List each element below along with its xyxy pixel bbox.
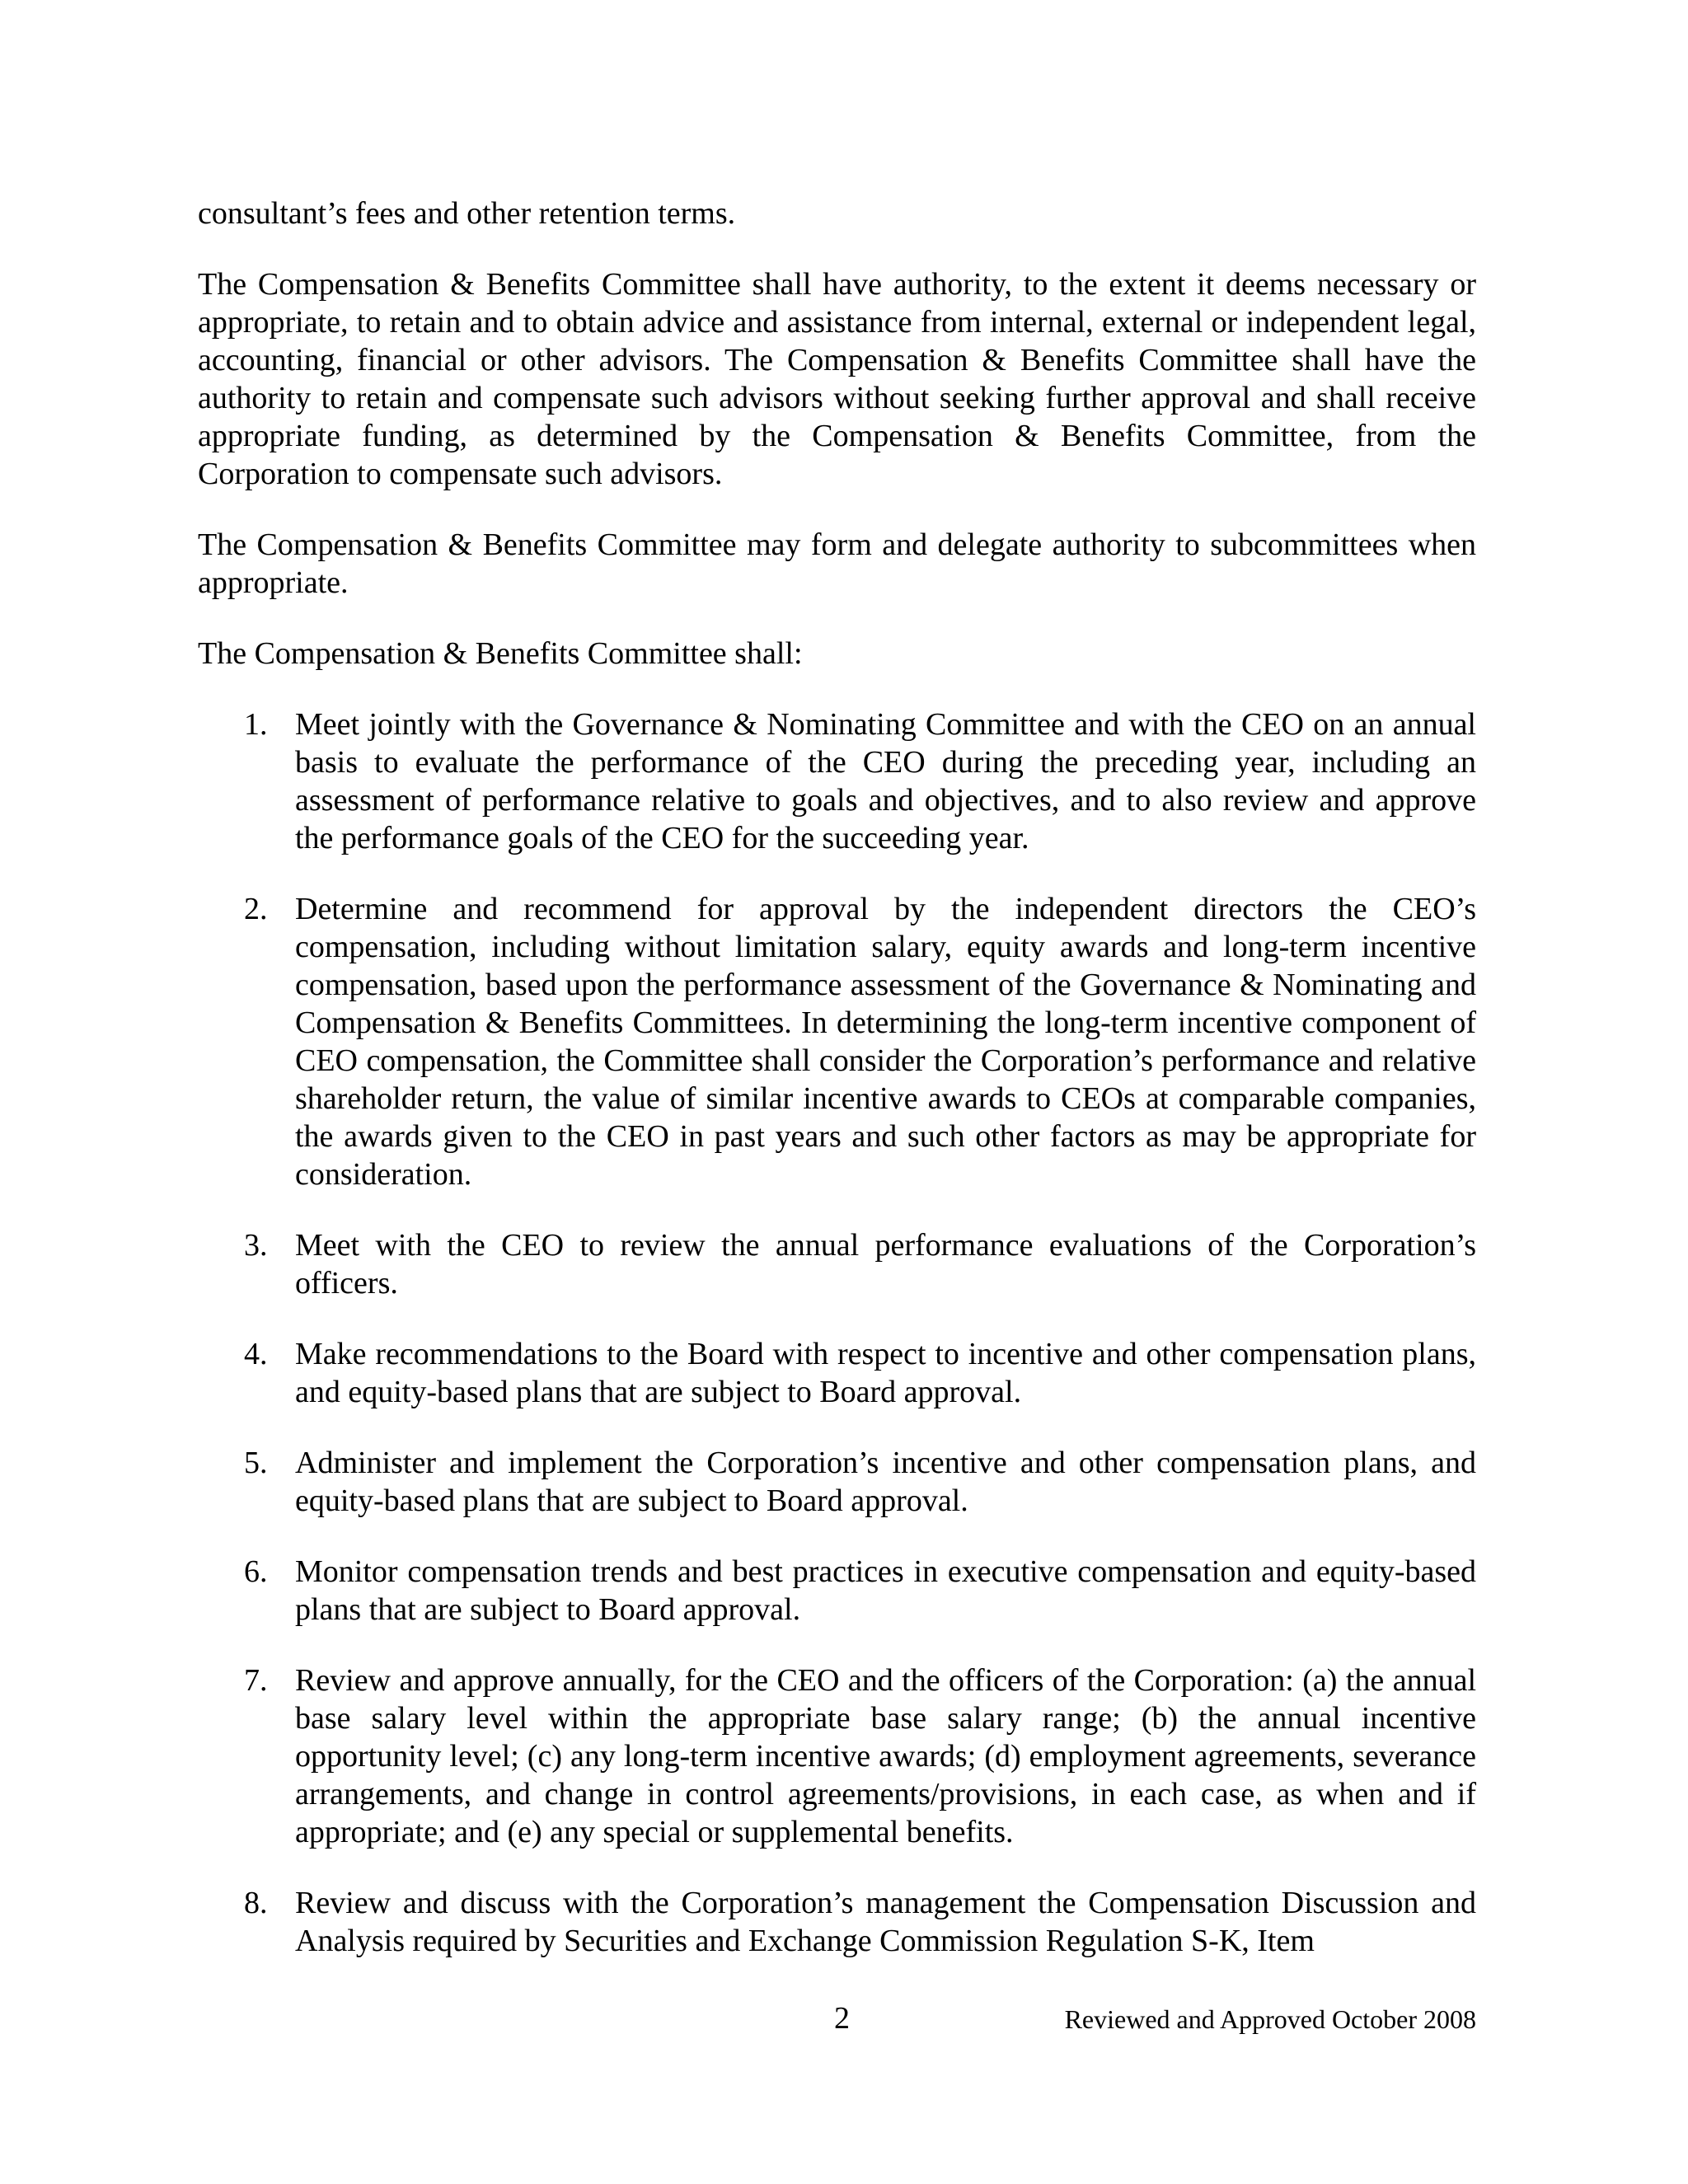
list-item <box>198 1444 1476 1520</box>
list-item-number: 5. <box>244 1446 268 1480</box>
list-item <box>198 1335 1476 1411</box>
list-item-text: Review and approve annually, for the CEO and the officers of the Corporation: (a) the annual base salary level within the appropriate base salary range; (b) the annual incentive opportunity level; (c) any long-term incentive awards; (d) employment agreements, severance arrangements, and change in control agreements/provisions, in each case, as when and if appropriate; and (e) any special or supplemental benefits. <box>295 1663 1476 1849</box>
duties-list <box>198 705 1476 1960</box>
list-item-number: 4. <box>244 1337 268 1371</box>
list-item-text: Meet jointly with the Governance & Nominating Committee and with the CEO on an annual basis to evaluate the performance of the CEO during the preceding year, including an assessment of performance relative to goals and objectives, and to also review and approve the performance goals of the CEO for the succeeding year. <box>295 707 1476 855</box>
list-item-number: 8. <box>244 1886 268 1920</box>
list-item <box>198 1884 1476 1960</box>
list-item-text: Review and discuss with the Corporation’s management the Compensation Discussion and Analysis required by Securities and Exchange Commission Regulation S-K, Item <box>295 1886 1476 1958</box>
list-item <box>198 1226 1476 1302</box>
list-item <box>198 705 1476 857</box>
list-item <box>198 1553 1476 1629</box>
review-date-note: Reviewed and Approved October 2008 <box>1064 2004 1476 2034</box>
list-item-number: 2. <box>244 892 268 926</box>
paragraph-advisors-authority: The Compensation & Benefits Committee shall have authority, to the extent it deems necessary or appropriate, to retain and to obtain advice and assistance from internal, external or independent legal, accounting, financial or other advisors. The Compensation & Benefits Committee shall have the authority to retain and compensate such advisors without seeking further approval and shall receive appropriate funding, as determined by the Compensation & Benefits Committee, from the Corporation to compensate such advisors. <box>198 267 1476 491</box>
paragraph-committee-shall: The Compensation & Benefits Committee shall: <box>198 636 803 671</box>
list-item-number: 7. <box>244 1663 268 1698</box>
list-item-number: 1. <box>244 707 268 742</box>
list-item-text: Make recommendations to the Board with respect to incentive and other compensation plans, and equity-based plans that are subject to Board approval. <box>295 1337 1476 1409</box>
page-number: 2 <box>834 2001 850 2036</box>
list-item <box>198 890 1476 1193</box>
list-item-text: Administer and implement the Corporation’s incentive and other compensation plans, and equity-based plans that are subject to Board approval. <box>295 1446 1476 1518</box>
list-item-text: Monitor compensation trends and best practices in executive compensation and equity-based plans that are subject to Board approval. <box>295 1554 1476 1627</box>
document-body <box>198 194 1476 1960</box>
paragraph-retention-terms: consultant’s fees and other retention terms. <box>198 196 736 231</box>
list-item <box>198 1661 1476 1851</box>
page-footer <box>0 1999 1688 2037</box>
list-item-text: Meet with the CEO to review the annual performance evaluations of the Corporation’s officers. <box>295 1228 1476 1301</box>
paragraph-subcommittees: The Compensation & Benefits Committee may form and delegate authority to subcommittees when appropriate. <box>198 527 1476 600</box>
list-item-text: Determine and recommend for approval by the independent directors the CEO’s compensation, including without limitation salary, equity awards and long-term incentive compensation, based upon the performance assessment of the Governance & Nominating and Compensation & Benefits Committees. In determining the long-term incentive component of CEO compensation, the Committee shall consider the Corporation’s performance and relative shareholder return, the value of similar incentive awards to CEOs at comparable companies, the awards given to the CEO in past years and such other factors as may be appropriate for consideration. <box>295 892 1476 1192</box>
list-item-number: 6. <box>244 1554 268 1589</box>
list-item-number: 3. <box>244 1228 268 1263</box>
